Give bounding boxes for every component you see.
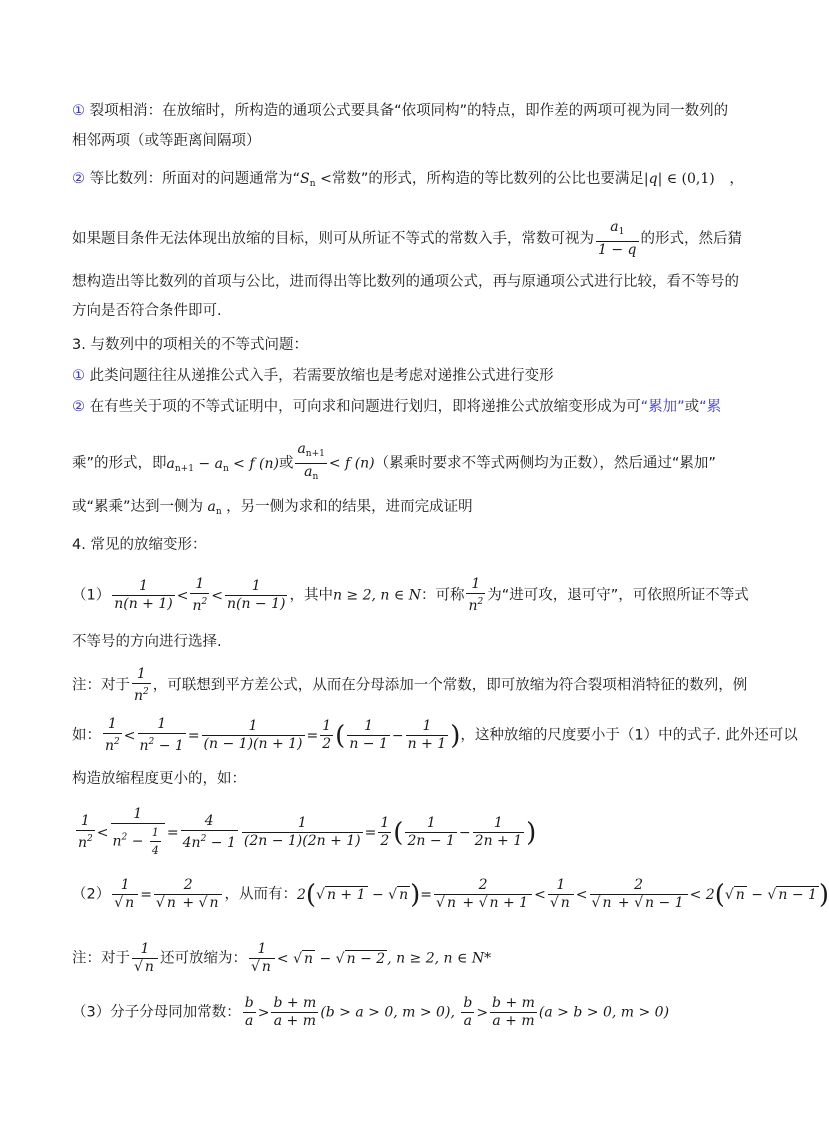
- formula-a1-over-1-q: $\frac{a_1}{1 - q}$: [598, 219, 637, 258]
- leicheng-term: “累: [699, 399, 722, 415]
- s4-item-2: （2） $\frac{1}{√ n}$ = $\frac{2}{√ n + √ n}$ ，从而有：2(√ n + 1 − √ n)= $\frac{2}{√ n + √ n + 1}$ < $\frac{1}{√ n}$ < $\frac{2}{√ n + √ n - 1}$ < 2(√ n − √ n − 1): [72, 877, 829, 911]
- formula-q-range: |q| ∈ (0,1): [643, 171, 715, 187]
- circle-marker-1: ①: [72, 103, 85, 119]
- s3-item-2-line-3: 或“累乘”达到一侧为 $a_n$ ，另一侧为求和的结果，进而完成证明: [72, 499, 473, 517]
- note-2: 如： $\frac{1}{n^2}$ < $\frac{1}{n^2 - 1}$ = $\frac{1}{(n - 1)(n + 1)}$ = $\frac{1}{2}$ ( $\frac{1}{n - 1}$ − $\frac{1}{n + 1}$ )，这种放缩的尺度要小于（1）中的式子. 此外还可以: [72, 716, 798, 754]
- formula-1-over-n2: $\frac{1}{n^2}$: [468, 576, 484, 614]
- paragraph-dengbi: ② 等比数列：所面对的问题通常为“$S_n$ <常数”的形式，所构造的等比数列的公比也要满足|q| ∈ (0,1) ，: [72, 171, 744, 189]
- dengbi-mid: ”的形式，所构造的等比数列的公比也要满足: [360, 171, 644, 187]
- section-4-heading: 4. 常见的放缩变形：: [72, 537, 207, 553]
- section-3-heading: 3. 与数列中的项相关的不等式问题：: [72, 337, 308, 353]
- s3-item-1: ① 此类问题往往从递推公式入手，若需要放缩也是考虑对递推公式进行变形: [72, 368, 554, 384]
- formula-add-const: $\frac{b}{a}$ > $\frac{b + m}{a + m}$: [244, 995, 317, 1029]
- s4-item-1-line-2: 不等号的方向进行选择.: [72, 634, 222, 650]
- dengbi-lead: 等比数列：所面对的问题通常为“: [89, 171, 301, 187]
- dengbi-line-2: 如果题目条件无法体现出放缩的目标，则可从所证不等式的常数入手，常数可视为 $\frac{a_1}{1 - q}$ 的形式，然后猜: [72, 219, 742, 258]
- const-word: 常数: [331, 171, 361, 187]
- circle-marker-2: ②: [72, 171, 85, 187]
- formula-note4: $\frac{1}{√ n}$ < √ n − √ n − 2 ,: [250, 941, 397, 975]
- formula-diff-recur: $a_{n+1} - a_n < f$ (n): [166, 455, 279, 474]
- formula-add-const-2: $\frac{b}{a}$ > $\frac{b + m}{a + m}$: [463, 995, 535, 1029]
- formula-1-over-sqrt-n: $\frac{1}{√ n}$: [132, 941, 158, 976]
- formula-sn: $S_n$: [300, 171, 316, 189]
- formula-sqrt-1: $\frac{1}{√ n}$ = $\frac{2}{√ n + √ n}$: [110, 887, 224, 903]
- note-1: 注：对于 $\frac{1}{n^2}$ ，可联想到平方差公式，从而在分母添加一个常数，即可放缩为符合裂项相消特征的数列，例: [72, 666, 748, 704]
- note-3: 构造放缩程度更小的，如：: [72, 771, 246, 787]
- lixiang-line-2: 相邻两项（或等距离间隔项）: [72, 133, 261, 149]
- dengbi-end: ，: [729, 171, 744, 187]
- note4-condition: n ≥ 2, n ∈ N*: [396, 950, 492, 967]
- dengbi-line-4: 方向是否符合条件即可.: [72, 303, 222, 319]
- s3-item-2-line-2: 乘”的形式，即$a_{n+1} - a_n < f$ (n)或 $\frac{a_{n+1}}{a_n}$ < f (n)（累乘时要求不等式两侧均为正数），然后通过“累加”: [72, 441, 716, 486]
- paragraph-lixiang: [72, 100, 728, 122]
- formula-an: $a_n$: [203, 499, 222, 517]
- circle-marker-3: ①: [72, 368, 85, 384]
- s4-item-1: （1） $\frac{1}{n(n + 1)}$ < $\frac{1}{n^2}$ < $\frac{1}{n(n - 1)}$ ，其中n ≥ 2, n ∈ N：可称 $\frac{1}{n^2}$ 为“进可攻，退可守”，可依照所证不等式: [72, 576, 749, 614]
- formula-sqrt-2: 2(√ n + 1 − √ n)= $\frac{2}{√ n + √ n + 1}$ < $\frac{1}{√ n}$ < $\frac{2}{√ n + √ n - 1}$ < 2(√ n − √ n − 1): [296, 877, 829, 911]
- formula-note1-1-over-n2: $\frac{1}{n^2}$: [134, 666, 149, 704]
- formula-item1: $\frac{1}{n(n + 1)}$ < $\frac{1}{n^2}$ < $\frac{1}{n(n - 1)}$: [114, 576, 286, 614]
- formula-quarter: $\frac{1}{n^2}$ < 1 $n^2$ − $\frac{1}{4}$ = $\frac{4}{4n^2 - 1}$ $\frac{1}{(2n - 1)(2n + 1)}$ = $\frac{1}{2}$ ( $\frac{1}{2n - 1}$ − $\frac{1}{2n + 1}$ ): [78, 806, 537, 857]
- formula-ratio-recur: $\frac{a_{n+1}}{a_n}$: [297, 441, 325, 482]
- leijia-term: “累加”: [640, 399, 685, 415]
- circle-marker-4: ②: [72, 399, 85, 415]
- item3-cond-1: (b > a > 0, m > 0): [320, 1004, 451, 1021]
- dengbi-line-3: 想构造出等比数列的首项与公比，进而得出等比数列的通项公式，再与原通项公式进行比较，看不等号的: [72, 274, 739, 290]
- s3-item-2: ② 在有些关于项的不等式证明中，可向求和问题进行划归，即将递推公式放缩变形成为可“累加”或“累: [72, 399, 722, 415]
- note-4: 注：对于 $\frac{1}{√ n}$ 还可放缩为： $\frac{1}{√ n}$ < √ n − √ n − 2 , n ≥ 2, n ∈ N*: [72, 941, 492, 975]
- item1-condition: n ≥ 2, n ∈ N: [332, 587, 421, 604]
- s4-item-3: （3）分子分母同加常数： $\frac{b}{a}$ > $\frac{b + m}{a + m}$ (b > a > 0, m > 0), $\frac{b}{a}$ > $\frac{b + m}{a + m}$ (a > b > 0, m > 0): [72, 995, 670, 1029]
- item3-cond-2: (a > b > 0, m > 0): [538, 1004, 670, 1021]
- formula-square-diff: $\frac{1}{n^2}$ < $\frac{1}{n^2 - 1}$ = $\frac{1}{(n - 1)(n + 1)}$ = $\frac{1}{2}$ ( $\frac{1}{n - 1}$ − $\frac{1}{n + 1}$ ): [105, 716, 461, 754]
- lixiang-line-1: 裂项相消：在放缩时，所构造的通项公式要具备“依项同构”的特点，即作差的两项可视为同一数列的: [89, 103, 729, 119]
